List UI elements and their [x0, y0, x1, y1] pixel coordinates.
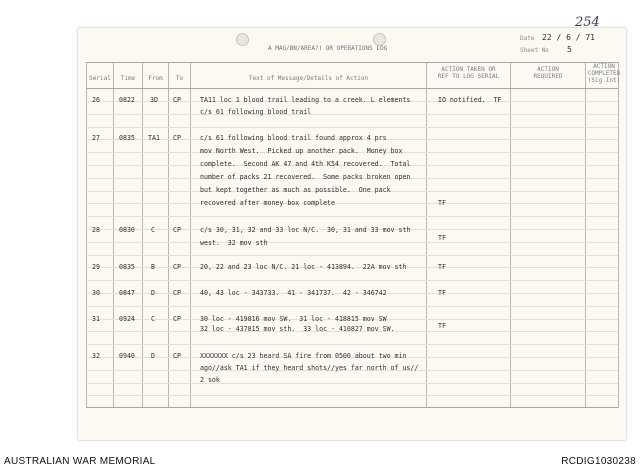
entry-text-line: c/s 61 following blood trail found approx 4 prs [200, 134, 387, 142]
entry-time: 0822 [119, 96, 135, 104]
ruled-line [86, 306, 618, 307]
entry-to: CP [173, 134, 181, 142]
sheet-label: Sheet No [520, 47, 549, 54]
ruled-line [86, 395, 618, 396]
entry-text-line: 40, 43 loc - 343733. 41 - 341737. 42 - 346742 [200, 289, 387, 297]
ruled-line [86, 383, 618, 384]
entry-to: CP [173, 289, 181, 297]
entry-action: TF [438, 234, 446, 242]
ruled-line [86, 114, 618, 115]
entry-action: TF [438, 263, 446, 271]
entry-text-line: but kept together as much as possible. One pack [200, 186, 391, 194]
entry-text-line: 20, 22 and 23 loc N/C. 21 loc - 413894. 22A mov sth [200, 263, 407, 271]
entry-text-line: 2 sok [200, 376, 220, 384]
entry-text-line: ago//ask TA1 if they heard shots//yes far north of us// [200, 364, 419, 372]
entry-text-line: 32 loc - 437815 mov sth. 33 loc - 410827 mov SW. [200, 325, 395, 333]
archive-id: RCDIG1030238 [561, 456, 636, 467]
entry-text-line: mov North West. Picked up another pack. Money box [200, 147, 403, 155]
entry-from: B [151, 263, 155, 271]
form-title: A MAG/BN/AREA?) OR OPERATIONS LOG [268, 45, 388, 52]
entry-text-line: complete. Second AK 47 and 4th K54 recovered. Total [200, 160, 411, 168]
ruled-line [86, 127, 618, 128]
entry-from: D [151, 289, 155, 297]
entry-text-line: XXXXXXX c/s 23 heard SA fire from 0500 about two min [200, 352, 407, 360]
ruled-line [86, 255, 618, 256]
entry-to: CP [173, 96, 181, 104]
ruled-line [86, 344, 618, 345]
entry-action: TF [438, 322, 446, 330]
entry-serial: 28 [92, 226, 100, 234]
entry-time: 0847 [119, 289, 135, 297]
entry-from: D [151, 352, 155, 360]
entry-action: TF [438, 199, 446, 207]
entry-text-line: number of packs 21 recovered. Some packs broken open [200, 173, 411, 181]
entry-from: C [151, 315, 155, 323]
col-action-taken: ACTION TAKEN OR REF TO LOG SERIAL [437, 66, 500, 80]
entry-serial: 31 [92, 315, 100, 323]
sheet-value: 5 [567, 45, 572, 54]
punch-hole [236, 33, 249, 46]
entry-text-line: 30 loc - 419816 mov SW. 31 loc - 418815 mov SW [200, 315, 387, 323]
ruled-line [86, 203, 618, 204]
entry-text-line: recovered after money box complete [200, 199, 335, 207]
entry-from: 3D [150, 96, 158, 104]
entry-serial: 26 [92, 96, 100, 104]
entry-serial: 29 [92, 263, 100, 271]
entry-text-line: c/s 30, 31, 32 and 33 loc N/C. 30, 31 and 33 mov sth [200, 226, 411, 234]
page-number: 254 [575, 15, 600, 30]
col-to: To [175, 75, 184, 82]
col-serial: Serial [89, 75, 111, 82]
entry-serial: 27 [92, 134, 100, 142]
entry-time: 0924 [119, 315, 135, 323]
entry-text-line: west. 32 mov sth [200, 239, 268, 247]
entry-text-line: TA11 loc 1 blood trail leading to a creek. L elements [200, 96, 411, 104]
entry-from: C [151, 226, 155, 234]
entry-time: 0835 [119, 134, 135, 142]
entry-to: CP [173, 352, 181, 360]
date-label: Date [520, 35, 535, 42]
col-text: Text of Message/Details of Action [248, 75, 369, 82]
entry-serial: 30 [92, 289, 100, 297]
entry-from: TA1 [148, 134, 160, 142]
col-action-required: ACTION REQUIRED [533, 66, 563, 80]
ruled-line [86, 242, 618, 243]
archive-caption: AUSTRALIAN WAR MEMORIAL [4, 456, 156, 467]
col-from: From [148, 75, 163, 82]
col-time: Time [120, 75, 136, 82]
entry-time: 0940 [119, 352, 135, 360]
entry-text-line: c/s 61 following blood trail [200, 108, 312, 116]
entry-time: 0830 [119, 226, 135, 234]
ruled-line [86, 280, 618, 281]
date-value: 22 / 6 / 71 [542, 33, 595, 42]
col-action-completed: ACTION COMPLETED (Sig Int) [587, 63, 621, 84]
entry-action: TF [438, 289, 446, 297]
entry-time: 0835 [119, 263, 135, 271]
entry-to: CP [173, 263, 181, 271]
entry-action: IO notified. TF [438, 96, 502, 104]
ruled-line [86, 216, 618, 217]
entry-serial: 32 [92, 352, 100, 360]
entry-to: CP [173, 315, 181, 323]
entry-to: CP [173, 226, 181, 234]
